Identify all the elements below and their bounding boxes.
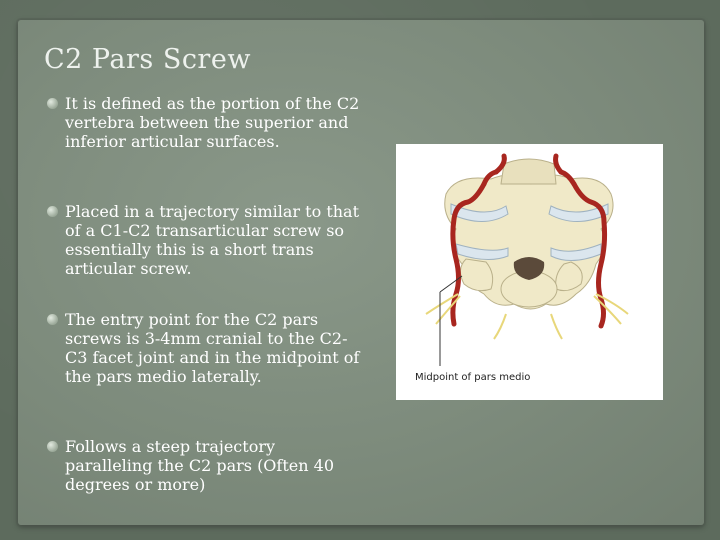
bullet-item: [45, 202, 365, 278]
bullet-icon: [47, 314, 58, 325]
bullet-icon: [47, 441, 58, 452]
bullet-item: [45, 310, 365, 386]
bullet-item: [45, 437, 365, 494]
vertebra-illustration-icon: [396, 144, 663, 400]
figure-caption: Midpoint of pars medio: [415, 372, 531, 383]
bullet-text: The entry point for the C2 pars screws is 3-4mm cranial to the C2-C3 facet joint and in the midpoint of the pars medio laterally.: [65, 310, 360, 386]
bullet-text: Placed in a trajectory similar to that of a C1-C2 transarticular screw so essentially this is a short trans articular screw.: [65, 202, 360, 278]
slide-title: C2 Pars Screw: [44, 44, 251, 75]
bullet-icon: [47, 206, 58, 217]
bullet-item: [45, 94, 365, 151]
bullet-text: Follows a steep trajectory paralleling the C2 pars (Often 40 degrees or more): [65, 437, 334, 494]
anatomy-figure: [396, 144, 663, 400]
bullet-icon: [47, 98, 58, 109]
bullet-text: It is defined as the portion of the C2 vertebra between the superior and inferior articular surfaces.: [65, 94, 360, 151]
